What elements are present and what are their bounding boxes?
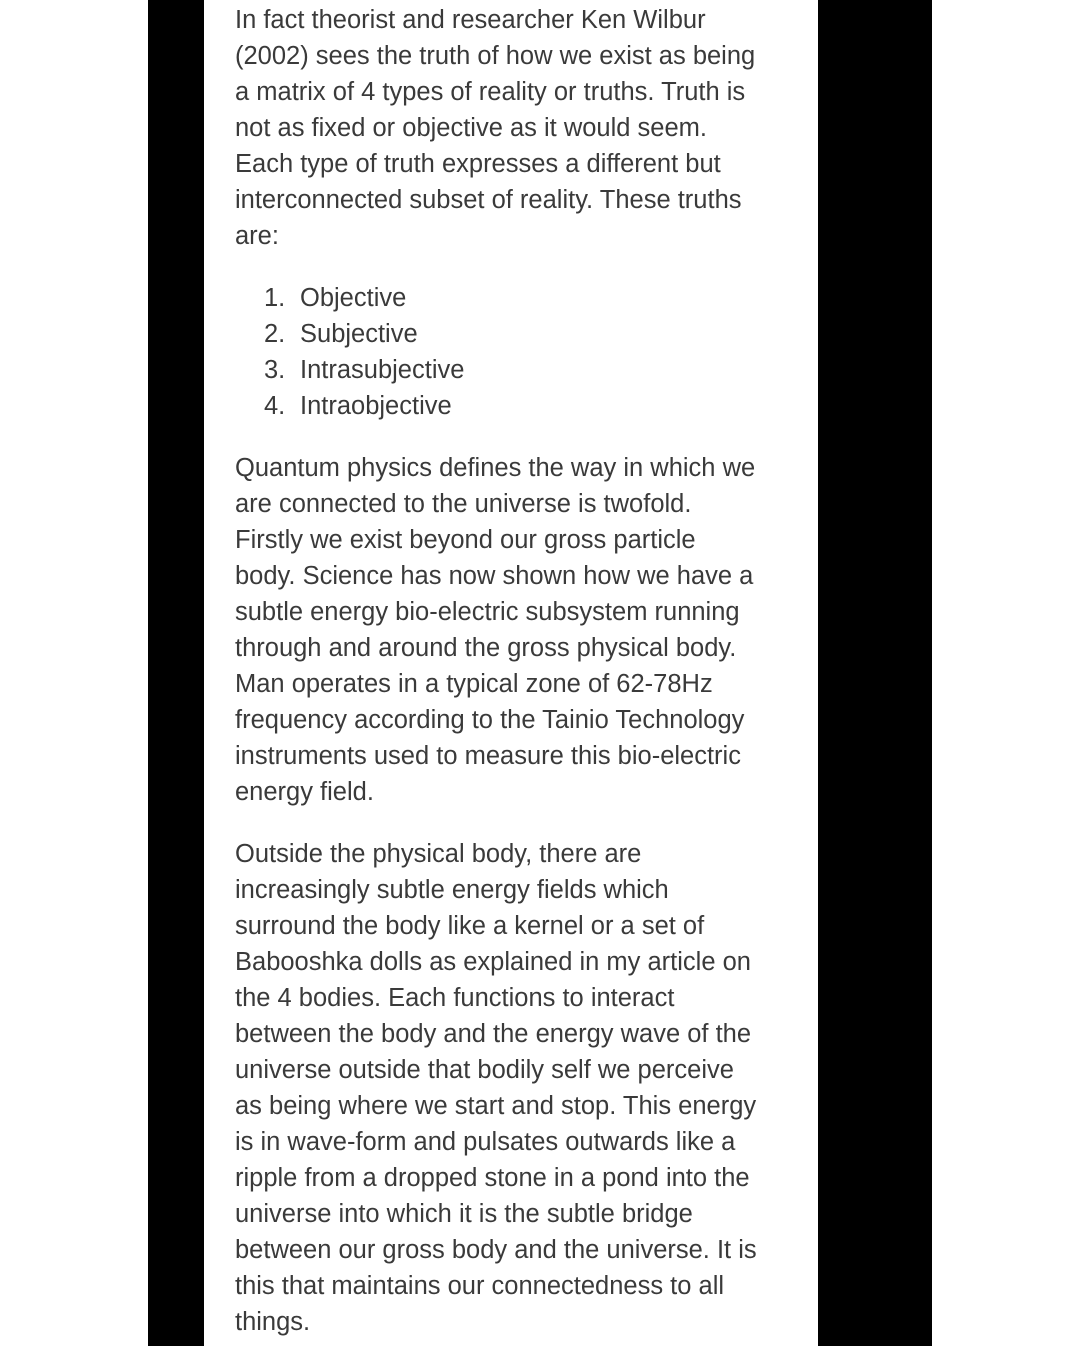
article-body [235, 2, 795, 1340]
text-line: this that maintains our connectedness to all [235, 1272, 725, 1300]
paragraph-quantum-physics [235, 450, 795, 810]
text-line: are connected to the universe is twofold. [235, 490, 692, 518]
text-line: between our gross body and the universe. It is [235, 1236, 757, 1264]
text-line: interconnected subset of reality. These truths [235, 186, 742, 214]
text-line: frequency according to the Tainio Technology [235, 706, 745, 734]
left-black-bar [148, 0, 204, 1346]
text-line: increasingly subtle energy fields which [235, 876, 669, 904]
text-line: between the body and the energy wave of the [235, 1020, 752, 1048]
paragraph-spacer [235, 254, 795, 280]
text-line: is in wave-form and pulsates outwards like a [235, 1128, 736, 1156]
truths-list [235, 280, 795, 424]
text-line: instruments used to measure this bio-electric [235, 742, 741, 770]
list-item [235, 388, 795, 424]
paragraph-energy-fields [235, 836, 795, 1340]
text-line: a matrix of 4 types of reality or truths. Truth is [235, 78, 746, 106]
text-line: as being where we start and stop. This energy [235, 1092, 757, 1120]
text-line: Each type of truth expresses a different but [235, 150, 721, 178]
text-line: things. [235, 1308, 311, 1336]
paragraph-spacer [235, 424, 795, 450]
list-item [235, 280, 795, 316]
text-line: Quantum physics defines the way in which we [235, 454, 756, 482]
list-item-label: Intraobjective [300, 392, 452, 420]
list-item-label: Subjective [300, 320, 418, 348]
list-item [235, 316, 795, 352]
list-item-number: 2. [264, 320, 286, 348]
text-line: body. Science has now shown how we have a [235, 562, 754, 590]
text-line: Outside the physical body, there are [235, 840, 642, 868]
text-line: universe outside that bodily self we perceive [235, 1056, 734, 1084]
text-line: the 4 bodies. Each functions to interact [235, 984, 675, 1012]
paragraph-wilbur-truths [235, 2, 795, 254]
text-line: ripple from a dropped stone in a pond into the [235, 1164, 750, 1192]
text-line: through and around the gross physical body. [235, 634, 737, 662]
list-item [235, 352, 795, 388]
text-line: not as fixed or objective as it would seem. [235, 114, 707, 142]
right-black-bar [818, 0, 932, 1346]
text-line: surround the body like a kernel or a set of [235, 912, 705, 940]
text-line: (2002) sees the truth of how we exist as being [235, 42, 756, 70]
text-line: subtle energy bio-electric subsystem running [235, 598, 740, 626]
text-line: Babooshka dolls as explained in my article on [235, 948, 751, 976]
list-item-number: 4. [264, 392, 286, 420]
text-line: universe into which it is the subtle bridge [235, 1200, 693, 1228]
article-page [204, 0, 818, 1346]
text-line: energy field. [235, 778, 374, 806]
list-item-label: Intrasubjective [300, 356, 465, 384]
text-line: Firstly we exist beyond our gross particle [235, 526, 696, 554]
list-item-number: 1. [264, 284, 286, 312]
text-line: are: [235, 222, 279, 250]
list-item-label: Objective [300, 284, 407, 312]
text-line: Man operates in a typical zone of 62-78Hz [235, 670, 713, 698]
text-line: In fact theorist and researcher Ken Wilbur [235, 6, 706, 34]
paragraph-spacer [235, 810, 795, 836]
list-item-number: 3. [264, 356, 286, 384]
